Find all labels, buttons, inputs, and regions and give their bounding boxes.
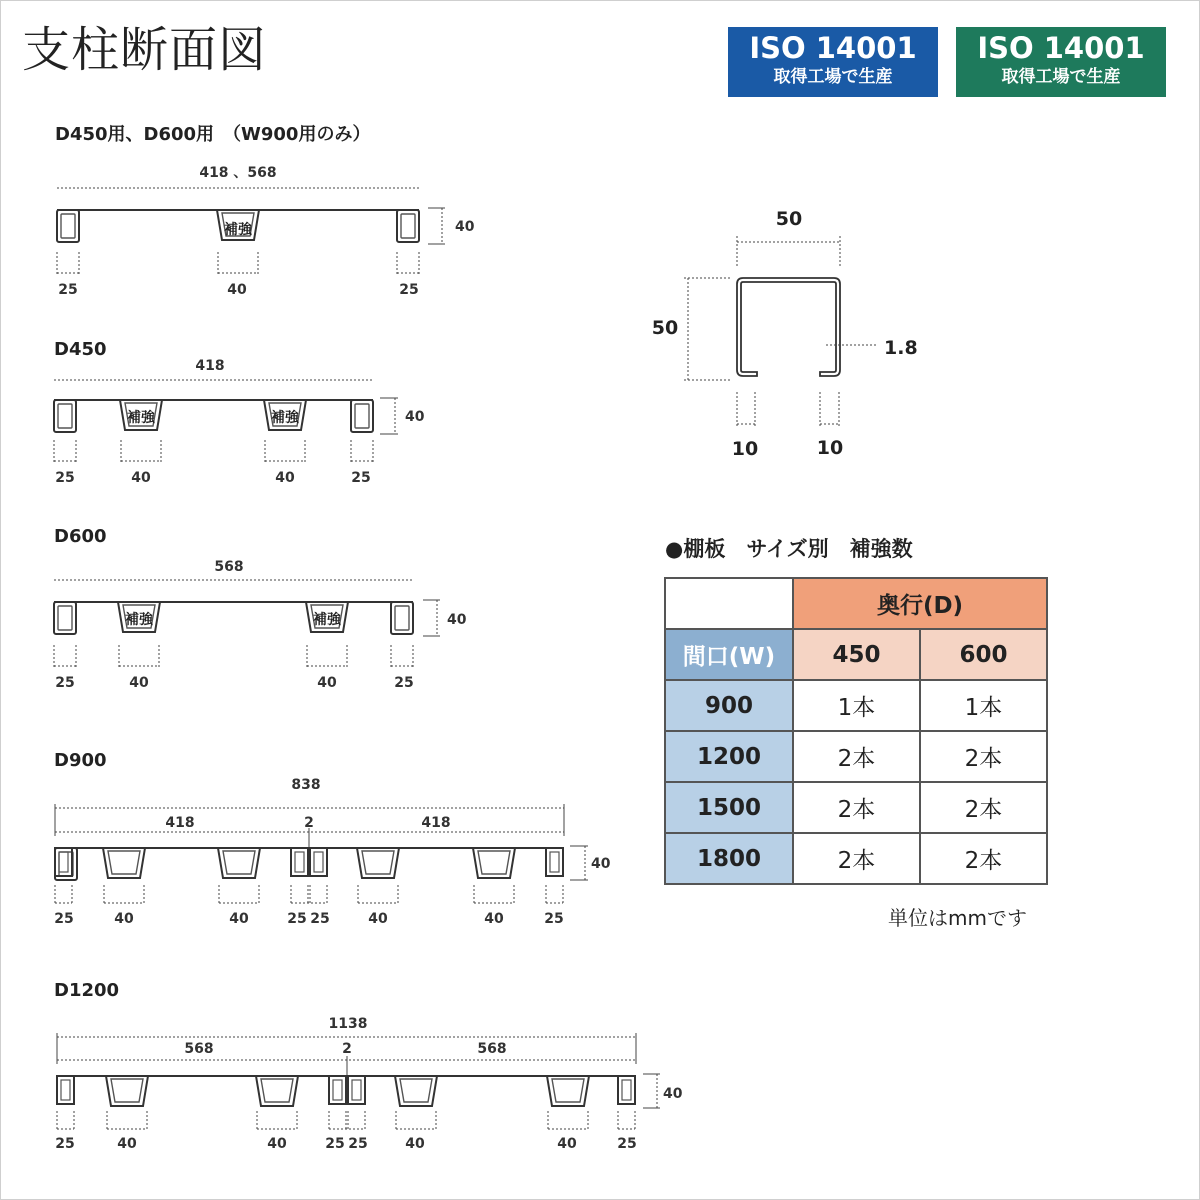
reinforcement-rib [473, 848, 515, 878]
section-label: D450用、D600用 （W900用のみ） [55, 124, 371, 145]
reinforcement-rib [256, 1076, 298, 1106]
reinforcement-rib [218, 848, 260, 878]
side-post [329, 1076, 346, 1104]
height-dimension: 40 [455, 219, 475, 235]
row-width-cell: 1800 [665, 833, 793, 884]
side-post [618, 1076, 635, 1104]
reinforce-label: 補強 [271, 410, 299, 426]
table-row [665, 680, 1047, 731]
dimension-label: 40 [114, 911, 134, 927]
dimension-label: 40 [484, 911, 504, 927]
dimension-label: 25 [617, 1136, 637, 1152]
dimension-label: 40 [129, 675, 149, 691]
row-width-cell: 1200 [665, 731, 793, 782]
depth-column-header: 450 [793, 629, 920, 680]
dimension-label: 40 [368, 911, 388, 927]
lip-left-label: 10 [731, 438, 759, 460]
section-d1200 [54, 980, 683, 1152]
table-row [665, 833, 1047, 884]
section-d600 [54, 526, 467, 691]
row-width-cell: 900 [665, 680, 793, 731]
half-dimension-right: 568 [477, 1041, 507, 1057]
dimension-label: 25 [287, 911, 307, 927]
reinforcement-count-table [664, 577, 1048, 885]
side-post [391, 602, 413, 634]
side-post [54, 400, 76, 432]
iso-badge-subtitle: 取得工場で生産 [1001, 67, 1121, 87]
profile-width-label: 50 [775, 208, 803, 230]
row-width-cell: 1500 [665, 782, 793, 833]
gap-dimension: 2 [342, 1041, 352, 1057]
reinforce-label: 補強 [125, 612, 153, 628]
total-dimension: 1138 [328, 1016, 368, 1032]
table-row [665, 782, 1047, 833]
post-profile-diagram [652, 208, 918, 460]
side-post [310, 848, 327, 876]
section-d450 [54, 339, 425, 486]
reinforcement-rib [106, 1076, 148, 1106]
table-row [665, 731, 1047, 782]
dimension-label: 25 [55, 470, 75, 486]
iso-badge-title: ISO 14001 [977, 31, 1145, 65]
dimension-label: 25 [325, 1136, 345, 1152]
height-dimension: 40 [447, 612, 467, 628]
reinforcement-rib [357, 848, 399, 878]
dimension-label: 25 [348, 1136, 368, 1152]
total-dimension: 418 、568 [199, 165, 277, 181]
side-post [291, 848, 308, 876]
height-dimension: 40 [405, 409, 425, 425]
side-post [351, 400, 373, 432]
depth-header: 奥行(D) [793, 578, 1047, 629]
reinforcement-rib [395, 1076, 437, 1106]
table-cell: 2本 [793, 782, 920, 833]
dimension-label: 25 [544, 911, 564, 927]
profile-thickness-label: 1.8 [884, 337, 918, 359]
dimension-label: 25 [394, 675, 414, 691]
dimension-label: 40 [229, 911, 249, 927]
dimension-label: 40 [267, 1136, 287, 1152]
section-label: D600 [54, 526, 107, 547]
page-title: 支柱断面図 [22, 22, 268, 78]
side-post [546, 848, 563, 876]
table-cell: 2本 [920, 833, 1047, 884]
iso-badge-title: ISO 14001 [749, 31, 917, 65]
side-post [54, 602, 76, 634]
dimension-label: 25 [58, 282, 78, 298]
table-cell: 1本 [793, 680, 920, 731]
half-dimension-left: 568 [184, 1041, 214, 1057]
reinforce-label: 補強 [127, 410, 155, 426]
side-post [57, 210, 79, 242]
section-label: D1200 [54, 980, 120, 1001]
reinforce-label: 補強 [224, 222, 252, 238]
table-cell: 2本 [793, 731, 920, 782]
dimension-label: 40 [227, 282, 247, 298]
profile-height-label: 50 [651, 317, 679, 339]
dimension-label: 25 [399, 282, 419, 298]
dimension-label: 25 [351, 470, 371, 486]
iso-badge-subtitle: 取得工場で生産 [773, 67, 893, 87]
height-dimension: 40 [663, 1086, 683, 1102]
height-dimension: 40 [591, 856, 611, 872]
section-label: D450 [54, 339, 107, 360]
dimension-label: 40 [317, 675, 337, 691]
total-dimension: 418 [195, 358, 225, 374]
reinforce-label: 補強 [313, 612, 341, 628]
reinforcement-rib [547, 1076, 589, 1106]
c-channel-profile [737, 278, 840, 376]
dimension-label: 25 [310, 911, 330, 927]
total-dimension: 838 [291, 777, 321, 793]
dimension-label: 25 [54, 911, 74, 927]
table-cell: 2本 [920, 782, 1047, 833]
side-post [397, 210, 419, 242]
dimension-label: 25 [55, 675, 75, 691]
table-cell: 1本 [920, 680, 1047, 731]
dimension-label: 25 [55, 1136, 75, 1152]
width-header: 間口(W) [665, 629, 793, 680]
dimension-label: 40 [275, 470, 295, 486]
dimension-label: 40 [405, 1136, 425, 1152]
side-post [348, 1076, 365, 1104]
dimension-label: 40 [117, 1136, 137, 1152]
gap-dimension: 2 [304, 815, 314, 831]
table-corner-cell [665, 578, 793, 629]
section-label: D900 [54, 750, 107, 771]
section-d450-d600-w900 [55, 124, 475, 298]
half-dimension-left: 418 [165, 815, 195, 831]
total-dimension: 568 [214, 559, 244, 575]
table-caption: ●棚板 サイズ別 補強数 [665, 537, 913, 561]
side-post [57, 1076, 74, 1104]
reinforcement-rib [103, 848, 145, 878]
table-cell: 2本 [920, 731, 1047, 782]
table-cell: 2本 [793, 833, 920, 884]
lip-right-label: 10 [816, 437, 844, 459]
dimension-label: 40 [557, 1136, 577, 1152]
section-d900 [54, 750, 611, 927]
unit-note: 単位はmmです [888, 906, 1027, 930]
dimension-label: 40 [131, 470, 151, 486]
half-dimension-right: 418 [421, 815, 451, 831]
depth-column-header: 600 [920, 629, 1047, 680]
